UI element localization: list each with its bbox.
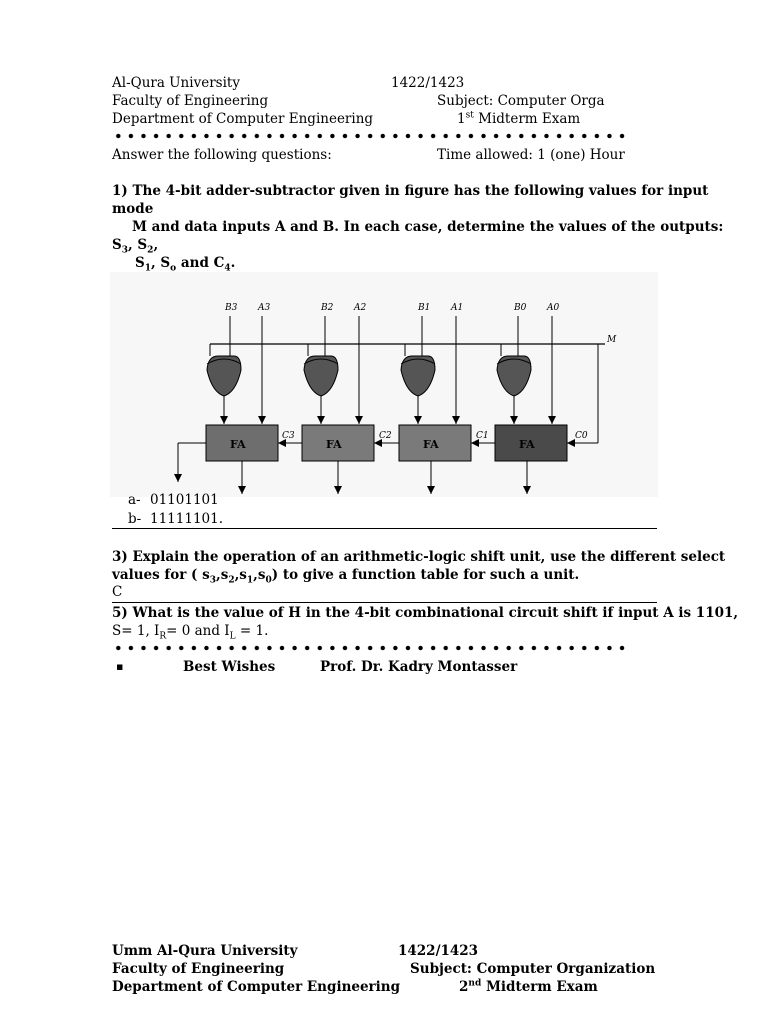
- dotted-separator: [112, 645, 632, 651]
- subject-name: Subject: Computer Organization: [410, 961, 656, 977]
- q1-line5: $S_1$, $S_o$ and $C_4$.: [135, 255, 236, 274]
- subject-name: Subject: Computer Orga: [437, 93, 605, 109]
- svg-text:FA: FA: [423, 438, 439, 451]
- q1-line4: $S_3$, $S_2$,: [112, 237, 159, 256]
- academic-year: 1422/1423: [391, 75, 465, 91]
- section-divider: [112, 602, 657, 603]
- carry-c2-label: C2: [379, 431, 392, 441]
- input-a3-label: A3: [258, 303, 271, 313]
- exam-title: 1st Midterm Exam: [457, 110, 581, 127]
- q5-line1: 5) What is the value of H in the 4-bit combinational circuit shift if input A is 1101,: [112, 605, 739, 621]
- svg-text:FA: FA: [326, 438, 342, 451]
- q5-line2: S= 1, $I_R= 0$ and $I_L = 1$.: [112, 623, 269, 642]
- svg-text:FA: FA: [519, 438, 535, 451]
- q1-line1: 1) The 4-bit adder-subtractor given in figure has the following values for input: [112, 183, 709, 199]
- input-b0-label: B0: [514, 303, 527, 313]
- input-a2-label: A2: [354, 303, 367, 313]
- best-wishes: Best Wishes: [183, 659, 276, 675]
- carry-c1-label: C1: [476, 431, 489, 441]
- input-a1-label: A1: [451, 303, 464, 313]
- q3-line2: values for ( $s_3,s_2,s_1,s_0$) to give a function table for such a unit.: [112, 567, 580, 586]
- academic-year: 1422/1423: [398, 943, 479, 959]
- faculty-name: Faculty of Engineering: [112, 961, 285, 977]
- university-name: Al-Qura University: [112, 75, 240, 91]
- input-a0-label: A0: [547, 303, 560, 313]
- carry-c3-label: C3: [282, 431, 295, 441]
- svg-text:FA: FA: [230, 438, 246, 451]
- mode-label: M: [607, 335, 617, 345]
- dotted-separator: [112, 133, 632, 139]
- university-name: Umm Al-Qura University: [112, 943, 298, 959]
- stage-0: [495, 303, 567, 494]
- time-allowed: Time allowed: 1 (one) Hour: [437, 147, 625, 163]
- input-b3-label: B3: [225, 303, 238, 313]
- stage-3: [206, 303, 278, 494]
- q1-line3: M and data inputs A and B. In each case, determine the values of the outputs:: [132, 219, 724, 235]
- department-name: Department of Computer Engineering: [112, 111, 374, 127]
- xor-gate-3: [207, 356, 241, 396]
- stage-2: [302, 303, 374, 494]
- q1-line2: mode: [112, 201, 154, 217]
- adder-subtractor-diagram: [110, 272, 658, 497]
- stage-1: [399, 303, 471, 494]
- instruction-text: Answer the following questions:: [112, 147, 332, 163]
- professor-name: Prof. Dr. Kadry Montasser: [320, 659, 518, 675]
- case-b-value: 11111101.: [150, 511, 224, 527]
- bullet-icon: ▪: [116, 660, 124, 673]
- faculty-name: Faculty of Engineering: [112, 93, 269, 109]
- q3-line1: 3) Explain the operation of an arithmetic-logic shift unit, use the different select: [112, 549, 726, 565]
- case-b-label: b-: [128, 511, 142, 527]
- input-b2-label: B2: [321, 303, 334, 313]
- xor-gate-0: [497, 356, 531, 396]
- case-a-value: 01101101: [150, 492, 219, 508]
- xor-gate-2: [304, 356, 338, 396]
- case-a-label: a-: [128, 492, 141, 508]
- xor-gate-1: [401, 356, 435, 396]
- q3-line3: C: [112, 584, 123, 600]
- carry-c0-label: C0: [575, 431, 588, 441]
- input-b1-label: B1: [418, 303, 431, 313]
- section-divider: [112, 528, 657, 529]
- exam-title: 2nd Midterm Exam: [459, 978, 598, 995]
- department-name: Department of Computer Engineering: [112, 979, 401, 995]
